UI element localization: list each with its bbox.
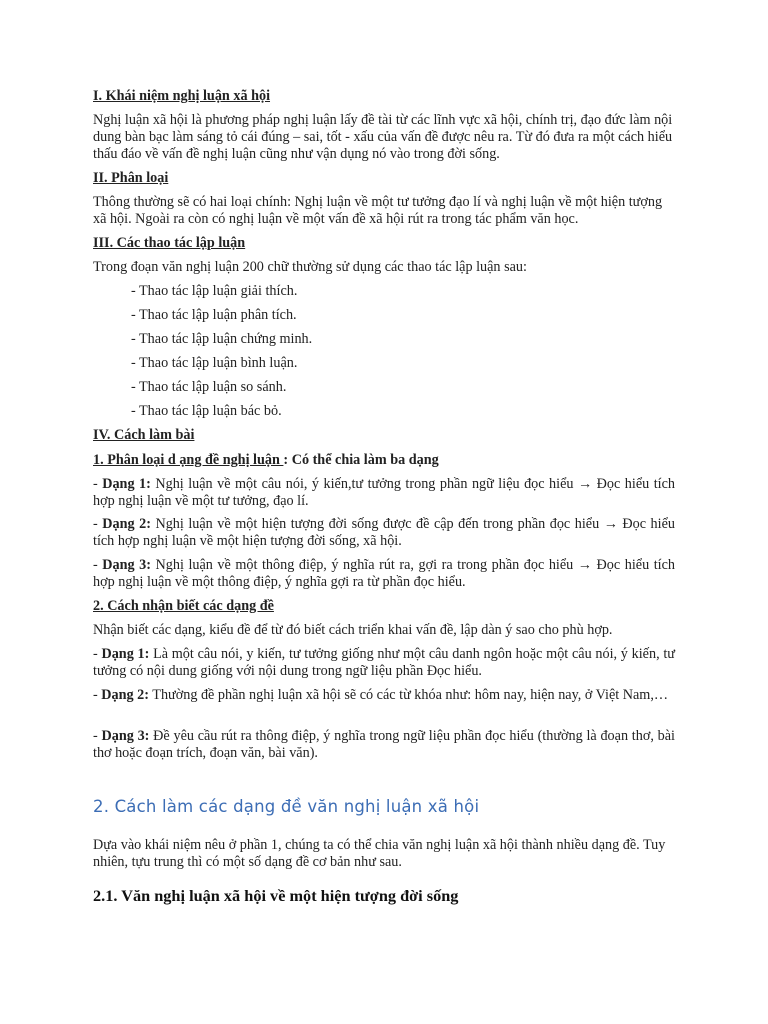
list-item: - Thao tác lập luận bình luận. — [131, 355, 298, 371]
part-2-body: Dựa vào khái niệm nêu ở phần 1, chúng ta có thể chia văn nghị luận xã hội thành nhiều dạng đề. Tuy nhiên, tựu trung thì có một số dạng đề cơ bản như sau. — [93, 837, 666, 870]
section-1-body: Nghị luận xã hội là phương pháp nghị luận lấy đề tài từ các lĩnh vực xã hội, chính trị, đạo đức làm nội dung bàn bạc làm sáng tỏ cái đúng – sai, tốt - xấu của vấn đề được nêu ra. Từ đó đưa ra một cách hiểu thấu đáo về vấn đề nghị luận cũng như vận dụng nó vào trong đời sống. — [93, 112, 673, 162]
list-item: - Thao tác lập luận bác bỏ. — [131, 403, 282, 419]
recognize-dang-1-label: Dạng 1: — [101, 646, 150, 662]
dash: - — [93, 516, 103, 532]
list-item: - Thao tác lập luận phân tích. — [131, 307, 297, 323]
recognize-dang-1-text: Là một câu nói, y kiến, tư tưởng giống như một câu danh ngôn hoặc một câu nói, ý kiến, tư tưởng có nội dung giống với nội dung trong ngữ liệu phần Đọc hiểu. — [93, 646, 675, 679]
list-item: - Thao tác lập luận chứng minh. — [131, 331, 313, 347]
recognize-dang-3-text: Đề yêu cầu rút ra thông điệp, ý nghĩa trong ngữ liệu phần đọc hiểu (thường là đoạn thơ, bài thơ hoặc đoạn trích, đoạn văn, bài văn). — [93, 728, 675, 761]
dash: - — [93, 557, 103, 573]
dash: - — [93, 687, 102, 703]
subsection-1-title-underlined: 1. Phân loại d ạng đề nghị luận — [93, 452, 284, 468]
subsection-2-title: 2. Cách nhận biết các dạng đề — [93, 598, 274, 614]
recognize-dang-1-paragraph — [93, 646, 675, 680]
dang-1-label: Dạng 1: — [102, 476, 151, 492]
dash: - — [93, 728, 102, 744]
part-2-1-heading: 2.1. Văn nghị luận xã hội về một hiện tượng đời sống — [93, 886, 459, 905]
section-4-heading: IV. Cách làm bài — [93, 427, 195, 443]
dang-2-paragraph — [93, 516, 675, 550]
recognize-dang-3-label: Dạng 3: — [101, 728, 150, 744]
dang-3-paragraph — [93, 557, 675, 591]
recognize-dang-2-text: Thường đề phần nghị luận xã hội sẽ có các từ khóa như: hôm nay, hiện nay, ở Việt Nam,… — [148, 687, 669, 703]
dang-1-text: Nghị luận về một câu nói, ý kiến,tư tưởng trong phần ngữ liệu đọc hiểu → Đọc hiểu tích hợp nghị luận về một tư tưởng, đạo lí. — [93, 476, 675, 509]
dang-2-text: Nghị luận về một hiện tượng đời sống được đề cập đến trong phần đọc hiểu → Đọc hiểu tích hợp nghị luận về một hiện tượng đời sống, xã hội. — [93, 516, 675, 549]
dang-2-label: Dạng 2: — [102, 516, 151, 532]
section-1-heading: I. Khái niệm nghị luận xã hội — [93, 88, 271, 104]
dang-3-text: Nghị luận về một thông điệp, ý nghĩa rút ra, gợi ra trong phần đọc hiểu → Đọc hiểu tích hợp nghị luận về một thông điệp, ý nghĩa gợi ra từ phần đọc hiểu. — [93, 557, 675, 590]
section-2-heading: II. Phân loại — [93, 170, 169, 186]
section-3-intro: Trong đoạn văn nghị luận 200 chữ thường sử dụng các thao tác lập luận sau: — [93, 259, 527, 275]
part-2-heading: 2. Cách làm các dạng đề văn nghị luận xã hội — [93, 797, 480, 816]
list-item: - Thao tác lập luận giải thích. — [131, 283, 298, 299]
recognize-dang-2-paragraph — [93, 687, 675, 704]
dash: - — [93, 646, 102, 662]
dash: - — [93, 476, 103, 492]
dang-1-paragraph — [93, 476, 675, 510]
section-3-heading: III. Các thao tác lập luận — [93, 235, 246, 251]
recognize-dang-3-paragraph — [93, 728, 675, 762]
subsection-1-title-rest: : Có thể chia làm ba dạng — [283, 452, 439, 468]
subsection-1-title — [93, 452, 675, 469]
subsection-2-intro: Nhận biết các dạng, kiểu đề để từ đó biết cách triển khai vấn đề, lập dàn ý sao cho phù hợp. — [93, 622, 613, 638]
recognize-dang-2-label: Dạng 2: — [101, 687, 149, 703]
list-item: - Thao tác lập luận so sánh. — [131, 379, 287, 395]
section-2-body: Thông thường sẽ có hai loại chính: Nghị luận về một tư tưởng đạo lí và nghị luận về một hiện tượng xã hội. Ngoài ra còn có nghị luận về một vấn đề xã hội rút ra trong tác phẩm văn học. — [93, 194, 663, 227]
dang-3-label: Dạng 3: — [102, 557, 151, 573]
